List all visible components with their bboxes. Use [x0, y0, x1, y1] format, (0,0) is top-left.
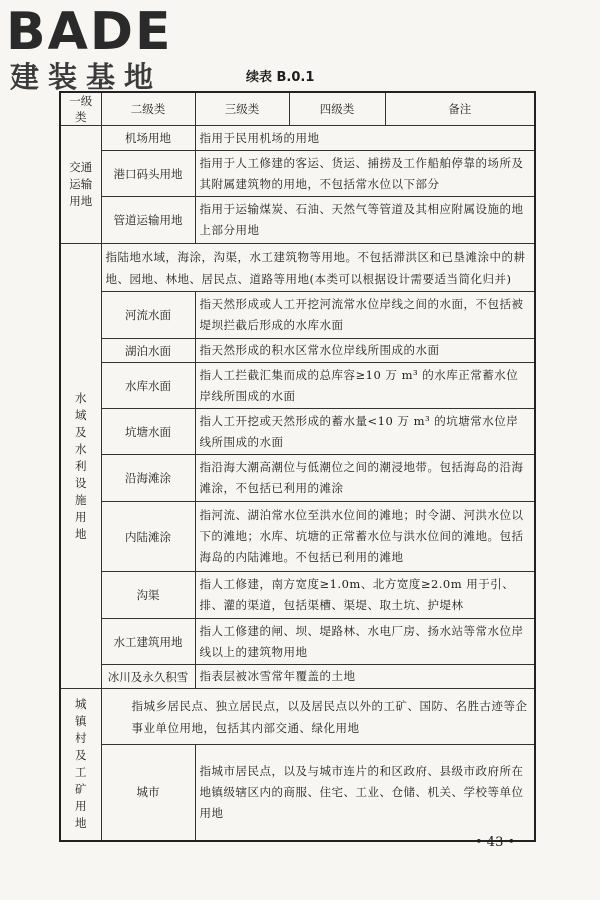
description-cell: 指沿海大潮高潮位与低潮位之间的潮浸地带。包括海岛的沿海滩涂，不包括已利用的滩涂 — [195, 455, 535, 502]
description-cell: 指河流、湖泊常水位至洪水位间的滩地；时令湖、河洪水位以下的滩地；水库、坑塘的正常蓄水位与洪水位间的滩地。包括海岛的内陆滩地。不包括已利用的滩地 — [195, 502, 535, 572]
level2-cell: 水库水面 — [101, 363, 195, 409]
description-cell: 指人工修建，南方宽度≥1.0m、北方宽度≥2.0m 用于引、排、灌的渠道，包括渠槽、渠堤、取土坑、护堤林 — [195, 572, 535, 619]
level2-cell: 城市 — [101, 745, 195, 841]
table-title: 续表 B.0.1 — [246, 70, 315, 85]
table-row — [60, 745, 535, 841]
header-level1: 一级类 — [60, 92, 101, 126]
table-row — [60, 619, 535, 665]
header-level2: 二级类 — [101, 92, 195, 126]
table-row — [60, 502, 535, 572]
header-row — [60, 92, 535, 126]
category-label: 城镇村及工矿用地 — [75, 697, 87, 831]
level2-cell: 水工建筑用地 — [101, 619, 195, 665]
level2-cell: 港口码头用地 — [101, 151, 195, 197]
description-cell: 指城市居民点，以及与城市连片的和区政府、县级市政府所在地镇级辖区内的商服、住宅、工业、仓储、机关、学校等单位用地 — [195, 745, 535, 841]
table-row — [60, 126, 535, 151]
description-cell: 指人工修建的闸、坝、堤路林、水电厂房、扬水站等常水位岸线以上的建筑物用地 — [195, 619, 535, 665]
brand-logo — [6, 4, 196, 94]
table-row — [60, 151, 535, 197]
description-cell: 指人工拦截汇集而成的总库容≥10 万 m³ 的水库正常蓄水位岸线所围成的水面 — [195, 363, 535, 409]
level2-cell: 沿海滩涂 — [101, 455, 195, 502]
category-water — [60, 244, 101, 689]
category-label: 水域及水利设施用地 — [75, 390, 87, 541]
description-cell: 指天然形成的积水区常水位岸线所围成的水面 — [195, 339, 535, 363]
level2-cell: 机场用地 — [101, 126, 195, 151]
description-cell: 指表层被冰雪常年覆盖的土地 — [195, 665, 535, 689]
header-level3: 三级类 — [195, 92, 289, 126]
level2-cell: 管道运输用地 — [101, 197, 195, 244]
table-row — [60, 244, 535, 292]
category-description: 指陆地水域，海涂，沟渠，水工建筑物等用地。不包括滞洪区和已垦滩涂中的耕地、园地、林地、居民点、道路等用地(本类可以根据设计需要适当简化归并) — [101, 244, 535, 292]
level2-cell: 冰川及永久积雪 — [101, 665, 195, 689]
header-level4: 四级类 — [289, 92, 385, 126]
logo-wordmark: BADE — [6, 2, 173, 62]
table-row — [60, 363, 535, 409]
level2-cell: 内陆滩涂 — [101, 502, 195, 572]
description-cell: 指用于民用机场的用地 — [195, 126, 535, 151]
table-row — [60, 689, 535, 745]
logo-subtitle: 建装基地 — [10, 60, 163, 94]
table-row — [60, 572, 535, 619]
table-row — [60, 455, 535, 502]
category-label: 交通运输用地 — [69, 160, 93, 208]
category-description: 指城乡居民点、独立居民点，以及居民点以外的工矿、国防、名胜古迹等企事业单位用地，包括其内部交通、绿化用地 — [101, 689, 535, 745]
level2-cell: 湖泊水面 — [101, 339, 195, 363]
description-cell: 指天然形成或人工开挖河流常水位岸线之间的水面，不包括被堤坝拦截后形成的水库水面 — [195, 292, 535, 339]
header-note: 备注 — [385, 92, 535, 126]
description-cell: 指用于人工修建的客运、货运、捕捞及工作船舶停靠的场所及其附属建筑物的用地，不包括常水位以下部分 — [195, 151, 535, 197]
category-transport — [60, 126, 101, 244]
level2-cell: 坑塘水面 — [101, 409, 195, 455]
description-cell: 指用于运输煤炭、石油、天然气等管道及其相应附属设施的地上部分用地 — [195, 197, 535, 244]
description-cell: 指人工开挖或天然形成的蓄水量<10 万 m³ 的坑塘常水位岸线所围成的水面 — [195, 409, 535, 455]
category-urban — [60, 689, 101, 841]
level2-cell: 沟渠 — [101, 572, 195, 619]
table-row — [60, 197, 535, 244]
level2-cell: 河流水面 — [101, 292, 195, 339]
table-row — [60, 339, 535, 363]
page-number: • 43 • — [475, 835, 516, 850]
table-row — [60, 292, 535, 339]
table-row — [60, 665, 535, 689]
land-use-table — [59, 91, 536, 842]
table-row — [60, 409, 535, 455]
